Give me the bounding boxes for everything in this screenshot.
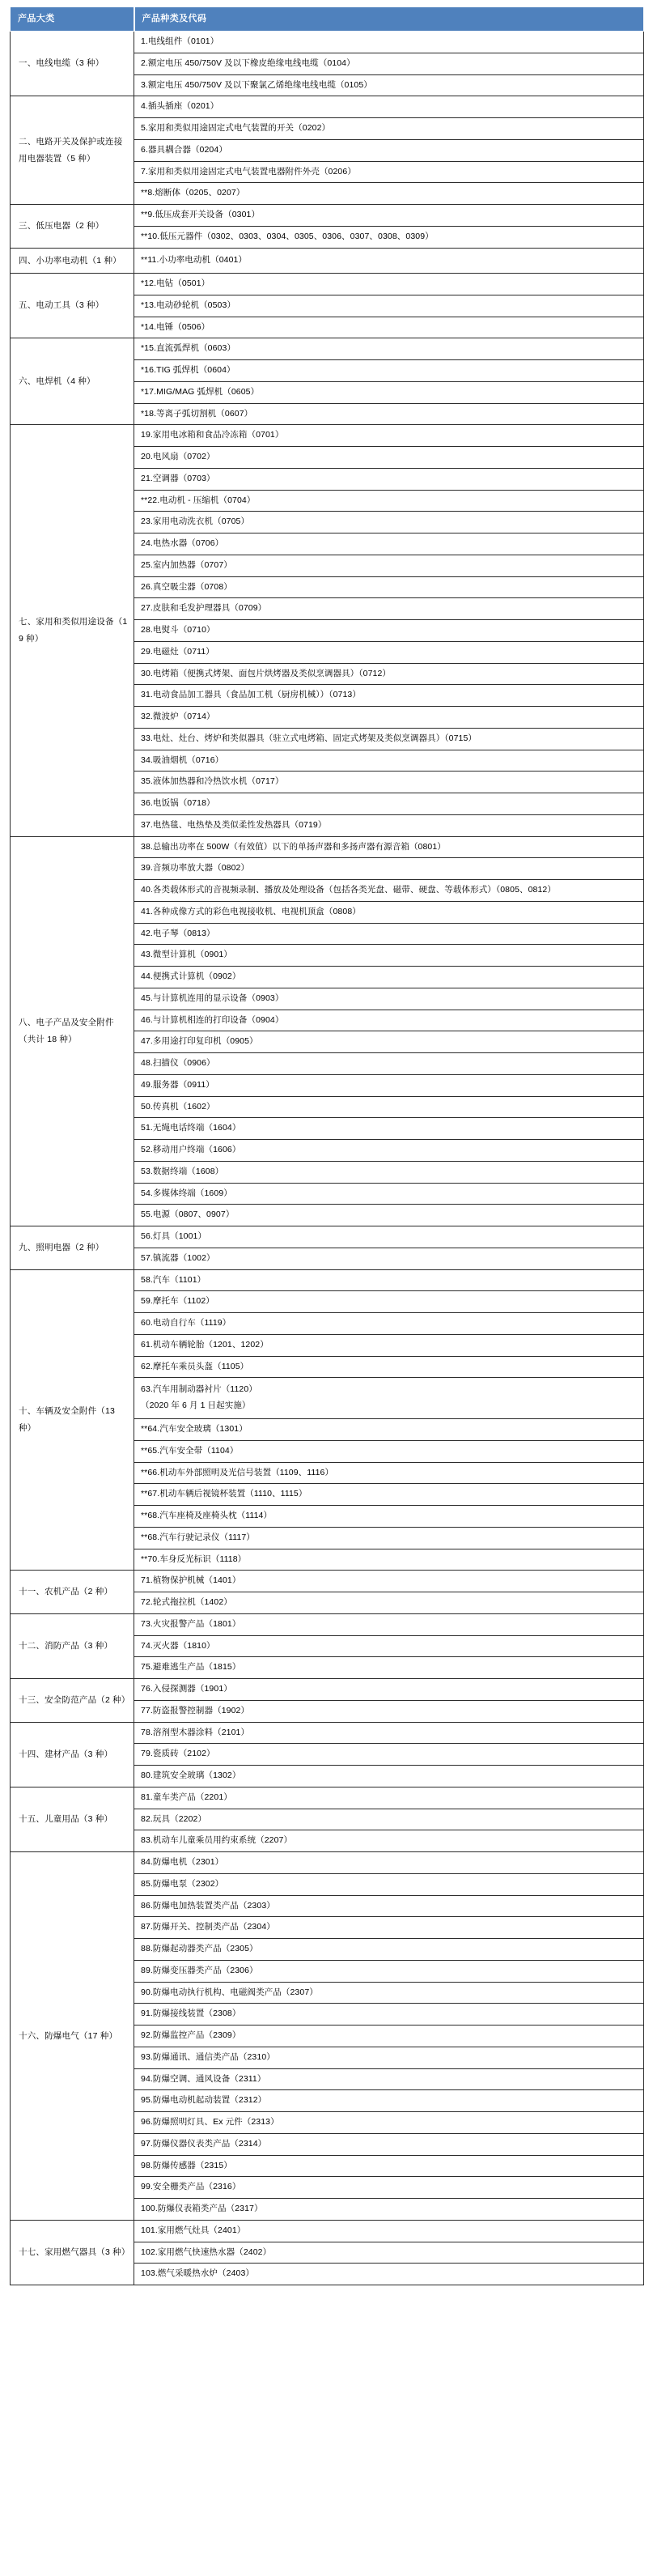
product-category-cell: 十七、家用燃气器具（3 种） [11,2220,134,2285]
ccc-product-catalog-table [10,6,644,2285]
table-row [11,1722,644,1744]
product-type-cell: 43.微型计算机（0901） [134,945,644,967]
product-type-cell: 39.音频功率放大器（0802） [134,858,644,880]
product-category-cell: 二、电路开关及保护或连接用电器装置（5 种） [11,96,134,205]
product-type-cell: **9.低压成套开关设备（0301） [134,205,644,227]
product-type-cell: 90.防爆电动执行机构、电磁阀类产品（2307） [134,1982,644,2004]
product-type-cell: 63.汽车用制动器衬片（1120） （2020 年 6 月 1 日起实施） [134,1378,644,1419]
product-type-cell: 86.防爆电加热装置类产品（2303） [134,1895,644,1917]
table-row [11,836,644,858]
product-type-cell: 50.传真机（1602） [134,1096,644,1118]
product-type-cell: 33.电灶、灶台、烤炉和类似器具（驻立式电烤箱、固定式烤架及类似烹调器具）（0715） [134,728,644,750]
table-row [11,1571,644,1592]
product-type-cell: **8.熔断体（0205、0207） [134,183,644,205]
product-type-cell: 36.电饭锅（0718） [134,793,644,815]
product-type-cell: 2.额定电压 450/750V 及以下橡皮绝缘电线电缆（0104） [134,53,644,74]
product-type-cell: 1.电线组件（0101） [134,32,644,53]
product-type-cell: 38.总输出功率在 500W（有效值）以下的单扬声器和多扬声器有源音箱（0801） [134,836,644,858]
table-body [11,32,644,2285]
product-type-cell: **70.车身反光标识（1118） [134,1549,644,1571]
product-type-cell: 100.防爆仪表箱类产品（2317） [134,2199,644,2221]
product-type-cell: 92.防爆监控产品（2309） [134,2026,644,2047]
product-type-cell: 20.电风扇（0702） [134,447,644,469]
product-type-cell: 75.避难逃生产品（1815） [134,1657,644,1679]
product-type-cell: 49.服务器（0911） [134,1074,644,1096]
product-type-cell: 6.器具耦合器（0204） [134,139,644,161]
product-type-cell: 53.数据终端（1608） [134,1161,644,1183]
product-type-cell: *18.等离子弧切割机（0607） [134,403,644,425]
product-type-cell: **10.低压元器件（0302、0303、0304、0305、0306、0307、0308、0309） [134,226,644,248]
product-category-cell: 一、电线电缆（3 种） [11,32,134,96]
product-type-cell: *16.TIG 弧焊机（0604） [134,360,644,382]
table-row [11,96,644,118]
product-type-cell: 95.防爆电动机起动装置（2312） [134,2090,644,2112]
product-type-cell: 60.电动自行车（1119） [134,1313,644,1335]
table-row [11,1613,644,1635]
product-type-cell: 88.防爆起动器类产品（2305） [134,1939,644,1961]
product-type-cell: 81.童车类产品（2201） [134,1787,644,1809]
product-type-cell: 3.额定电压 450/750V 及以下聚氯乙烯绝缘电线电缆（0105） [134,74,644,96]
product-type-cell: 101.家用燃气灶具（2401） [134,2220,644,2242]
product-category-cell: 八、电子产品及安全附件（共计 18 种） [11,836,134,1226]
product-type-cell: 98.防爆传感器（2315） [134,2155,644,2177]
product-type-cell: 72.轮式拖拉机（1402） [134,1592,644,1614]
product-type-cell: 30.电烤箱（便携式烤架、面包片烘烤器及类似烹调器具）（0712） [134,663,644,685]
product-category-cell: 十一、农机产品（2 种） [11,1571,134,1614]
product-type-cell: 25.室内加热器（0707） [134,555,644,576]
product-type-cell: **11.小功率电动机（0401） [134,248,644,273]
product-type-cell: 89.防爆变压器类产品（2306） [134,1960,644,1982]
product-type-cell: *12.电钻（0501） [134,274,644,295]
product-category-cell: 三、低压电器（2 种） [11,205,134,249]
product-type-cell: 59.摩托车（1102） [134,1291,644,1313]
product-type-cell: *17.MIG/MAG 弧焊机（0605） [134,381,644,403]
table-row [11,32,644,53]
product-type-cell: **68.汽车座椅及座椅头枕（1114） [134,1506,644,1528]
product-type-cell: **65.汽车安全带（1104） [134,1440,644,1462]
product-type-cell: 27.皮肤和毛发护理器具（0709） [134,598,644,620]
product-type-cell: 80.建筑安全玻璃（1302） [134,1766,644,1787]
product-type-cell: 7.家用和类似用途固定式电气装置电器附件外壳（0206） [134,161,644,183]
table-row [11,1269,644,1291]
product-type-cell: 73.火灾报警产品（1801） [134,1613,644,1635]
product-type-cell: 91.防爆接线装置（2308） [134,2004,644,2026]
product-type-cell: 83.机动车儿童乘员用约束系统（2207） [134,1830,644,1852]
product-type-cell: 48.扫描仪（0906） [134,1053,644,1075]
table-row [11,248,644,273]
product-type-cell: 79.瓷质砖（2102） [134,1744,644,1766]
product-type-cell: 5.家用和类似用途固定式电气装置的开关（0202） [134,118,644,140]
product-type-cell: 28.电熨斗（0710） [134,620,644,642]
product-type-cell: 77.防盗报警控制器（1902） [134,1700,644,1722]
product-type-cell: 34.吸油烟机（0716） [134,750,644,772]
product-category-cell: 六、电焊机（4 种） [11,338,134,425]
product-type-cell: 4.插头插座（0201） [134,96,644,118]
product-type-cell: 94.防爆空调、通风设备（2311） [134,2068,644,2090]
column-header-product-type-code: 产品种类及代码 [134,7,644,32]
product-type-cell: 55.电源（0807、0907） [134,1205,644,1226]
product-type-cell: 46.与计算机相连的打印设备（0904） [134,1010,644,1031]
product-type-cell: 58.汽车（1101） [134,1269,644,1291]
product-type-cell: 40.各类载体形式的音视频录制、播放及处理设备（包括各类光盘、磁带、硬盘、等载体形式）（0805、0812） [134,880,644,902]
table-row [11,274,644,295]
product-type-cell: 37.电热毯、电热垫及类似柔性发热器具（0719） [134,814,644,836]
product-type-cell: 42.电子琴（0813） [134,923,644,945]
product-type-cell: **67.机动车辆后视镜杯装置（1110、1115） [134,1484,644,1506]
product-type-cell: *13.电动砂轮机（0503） [134,295,644,317]
product-category-cell: 十三、安全防范产品（2 种） [11,1679,134,1723]
table-row [11,205,644,227]
product-type-cell: 87.防爆开关、控制类产品（2304） [134,1917,644,1939]
product-category-cell: 十六、防爆电气（17 种） [11,1852,134,2221]
product-type-cell: 96.防爆照明灯具、Ex 元件（2313） [134,2112,644,2134]
table-row [11,1852,644,1874]
table-row [11,425,644,447]
product-type-cell: 19.家用电冰箱和食品冷冻箱（0701） [134,425,644,447]
product-type-cell: 97.防爆仪器仪表类产品（2314） [134,2133,644,2155]
product-type-cell: 102.家用燃气快速热水器（2402） [134,2242,644,2264]
product-category-cell: 九、照明电器（2 种） [11,1226,134,1270]
table-row [11,2220,644,2242]
product-type-cell: 21.空调器（0703） [134,468,644,490]
product-type-cell: **22.电动机 - 压缩机（0704） [134,490,644,512]
product-type-cell: 44.便携式计算机（0902） [134,967,644,988]
product-type-cell: 62.摩托车乘员头盔（1105） [134,1356,644,1378]
product-type-cell: **64.汽车安全玻璃（1301） [134,1419,644,1441]
product-category-cell: 十五、儿童用品（3 种） [11,1787,134,1851]
product-type-cell: 24.电热水器（0706） [134,533,644,555]
product-type-cell: 23.家用电动洗衣机（0705） [134,512,644,533]
product-type-cell: 103.燃气采暖热水炉（2403） [134,2264,644,2285]
product-type-cell: 57.镇流器（1002） [134,1248,644,1269]
column-header-product-category: 产品大类 [11,7,134,32]
product-type-cell: 85.防爆电泵（2302） [134,1873,644,1895]
product-type-cell: **66.机动车外部照明及光信号装置（1109、1116） [134,1462,644,1484]
product-type-cell: 51.无绳电话终端（1604） [134,1118,644,1140]
product-category-cell: 七、家用和类似用途设备（19 种） [11,425,134,836]
product-type-cell: **68.汽车行驶记录仪（1117） [134,1527,644,1549]
product-type-cell: 41.各种成像方式的彩色电视接收机、电视机顶盒（0808） [134,901,644,923]
table-row [11,1679,644,1701]
product-type-cell: 47.多用途打印复印机（0905） [134,1031,644,1053]
product-category-cell: 十、车辆及安全附件（13 种） [11,1269,134,1571]
product-type-cell: *15.直流弧焊机（0603） [134,338,644,360]
table-row [11,1787,644,1809]
product-type-cell: 29.电磁灶（0711） [134,641,644,663]
product-type-cell: 61.机动车辆轮胎（1201、1202） [134,1334,644,1356]
product-type-cell: 84.防爆电机（2301） [134,1852,644,1874]
product-type-cell: 74.灭火器（1810） [134,1635,644,1657]
product-category-cell: 四、小功率电动机（1 种） [11,248,134,273]
table-row [11,1226,644,1248]
header-row [11,7,644,32]
product-type-cell: 35.液体加热器和冷热饮水机（0717） [134,772,644,793]
product-type-cell: 56.灯具（1001） [134,1226,644,1248]
product-type-cell: *14.电锤（0506） [134,317,644,338]
product-type-cell: 78.溶剂型木器涂料（2101） [134,1722,644,1744]
product-type-cell: 26.真空吸尘器（0708） [134,576,644,598]
table-header [11,7,644,32]
product-type-cell: 45.与计算机连用的显示设备（0903） [134,988,644,1010]
product-category-cell: 十二、消防产品（3 种） [11,1613,134,1678]
product-category-cell: 十四、建材产品（3 种） [11,1722,134,1787]
product-type-cell: 31.电动食品加工器具（食品加工机（厨房机械））（0713） [134,685,644,707]
product-type-cell: 99.安全栅类产品（2316） [134,2177,644,2199]
product-type-cell: 32.微波炉（0714） [134,707,644,729]
product-type-cell: 93.防爆通讯、通信类产品（2310） [134,2047,644,2068]
product-type-cell: 76.入侵探测器（1901） [134,1679,644,1701]
product-type-cell: 54.多媒体终端（1609） [134,1183,644,1205]
product-type-cell: 71.植物保护机械（1401） [134,1571,644,1592]
product-category-cell: 五、电动工具（3 种） [11,274,134,338]
table-row [11,338,644,360]
product-type-cell: 52.移动用户终端（1606） [134,1140,644,1162]
product-type-cell: 82.玩具（2202） [134,1809,644,1830]
